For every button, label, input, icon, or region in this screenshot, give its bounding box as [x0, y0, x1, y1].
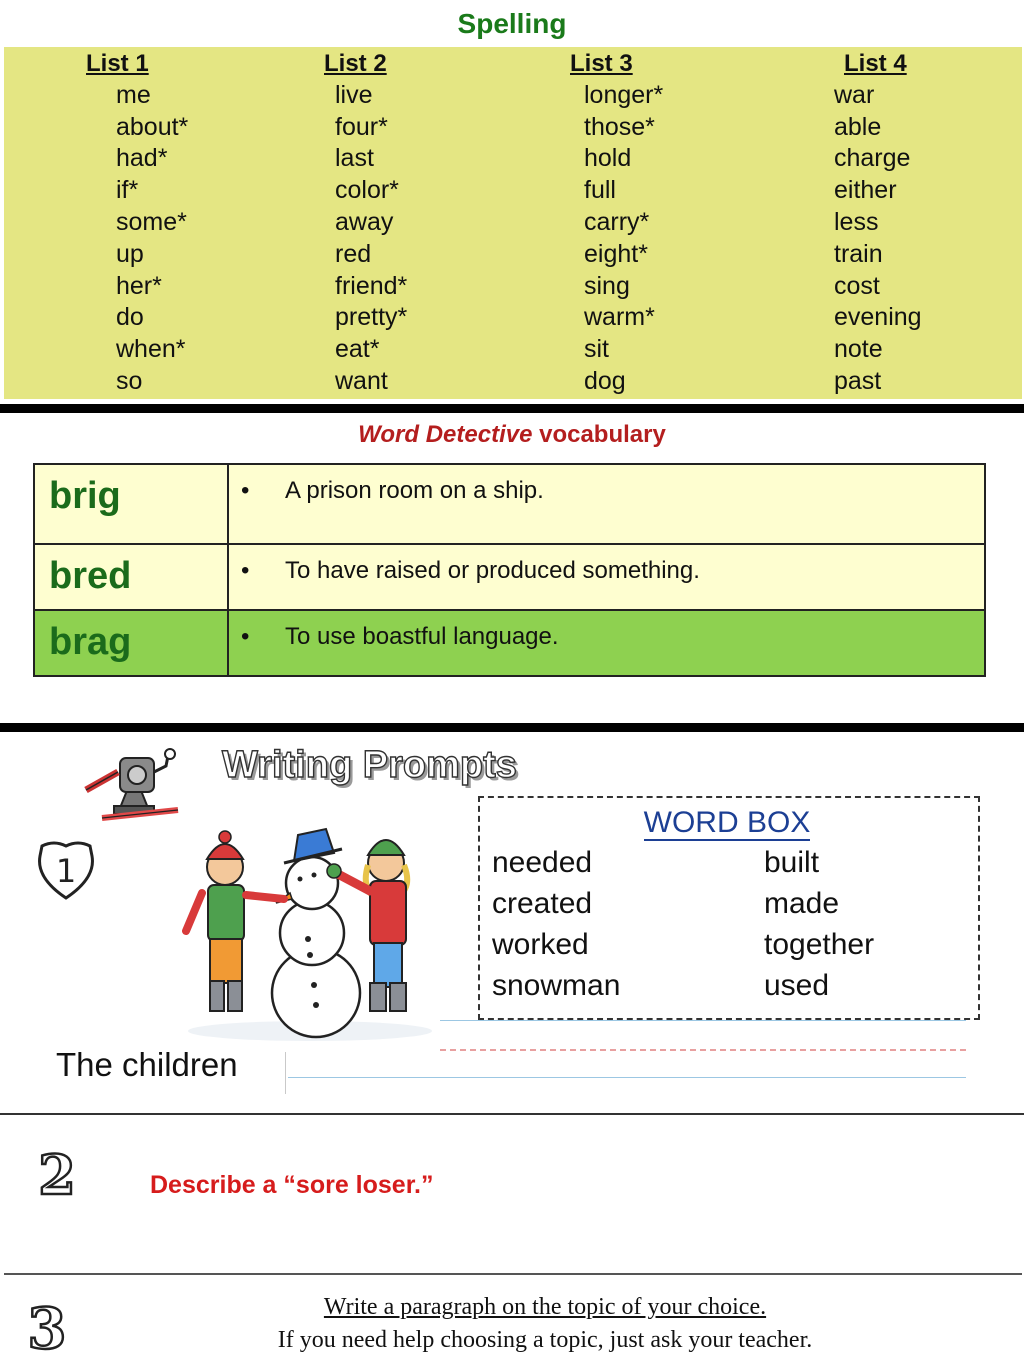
- spelling-word: me: [116, 80, 151, 109]
- spelling-title: Spelling: [457, 8, 567, 39]
- vocabulary-title-italic: Word Detective: [358, 421, 533, 448]
- prompt-1-sentence-starter: The children: [56, 1046, 238, 1083]
- spelling-word: less: [834, 207, 879, 236]
- spelling-word: live: [335, 80, 373, 109]
- spelling-word: when*: [116, 335, 186, 364]
- spelling-word: so: [116, 366, 143, 395]
- word-box-word: worked: [492, 928, 589, 961]
- children-building-snowman-illustration: [180, 815, 440, 1045]
- handwriting-line-margin: [285, 1052, 286, 1094]
- spelling-word: able: [834, 112, 882, 141]
- prompt-3-line-1-wrap: [0, 1294, 1024, 1321]
- spelling-word: sing: [584, 271, 630, 300]
- spelling-word: note: [834, 335, 883, 364]
- vocabulary-term: brig: [34, 464, 228, 544]
- spelling-word: eat*: [335, 335, 380, 364]
- word-box-title: WORD BOX: [643, 806, 811, 839]
- vocabulary-definition: To have raised or produced something.: [285, 557, 700, 584]
- spelling-word: last: [335, 144, 374, 173]
- word-box-word: created: [492, 887, 593, 920]
- spelling-word: hold: [584, 144, 632, 173]
- vocabulary-definition: To use boastful language.: [285, 623, 559, 650]
- spelling-word: dog: [584, 366, 626, 395]
- spelling-word: sit: [584, 335, 609, 364]
- spelling-word: her*: [116, 271, 162, 300]
- spelling-word: those*: [584, 112, 655, 141]
- vocabulary-row: [34, 610, 985, 676]
- prompt-number-1: 1: [55, 852, 77, 890]
- bullet-point: •: [241, 557, 250, 584]
- spelling-word: if*: [116, 176, 139, 205]
- prompt-divider: [4, 1273, 1022, 1275]
- handwriting-line-midline: [440, 1049, 966, 1051]
- spelling-word: do: [116, 303, 144, 332]
- spelling-word: red: [335, 239, 372, 268]
- spelling-word: cost: [834, 271, 880, 300]
- writing-prompts-title: Writing Prompts: [222, 744, 517, 786]
- bullet-point: •: [241, 623, 250, 650]
- vocabulary-definition-cell: [228, 610, 985, 676]
- word-box-word: needed: [492, 846, 593, 879]
- prompt-divider: [0, 1113, 1024, 1115]
- vocabulary-row: [34, 464, 985, 544]
- vocabulary-term: brag: [34, 610, 228, 676]
- spelling-word: want: [335, 366, 388, 395]
- word-box-word: made: [764, 887, 840, 920]
- spelling-word: either: [834, 176, 897, 205]
- prompt-3-line-1: Write a paragraph on the topic of your choice.: [323, 1294, 767, 1320]
- spelling-word: color*: [335, 176, 399, 205]
- spelling-word: train: [834, 239, 883, 268]
- spelling-word: some*: [116, 207, 187, 236]
- spelling-word: away: [335, 207, 394, 236]
- spelling-word: evening: [834, 303, 922, 332]
- spelling-word: about*: [116, 112, 189, 141]
- word-box-word: built: [764, 846, 820, 879]
- list-header: List 2: [324, 50, 387, 77]
- spelling-list-4: [834, 48, 922, 398]
- spelling-list-3: [570, 48, 663, 398]
- handwriting-line-baseline: [288, 1077, 966, 1078]
- list-header: List 4: [844, 50, 907, 77]
- bullet-point: •: [241, 477, 250, 504]
- number-one-shield-icon: [34, 838, 98, 902]
- spelling-word: up: [116, 239, 144, 268]
- vocabulary-title: [0, 421, 1024, 449]
- spelling-word: friend*: [335, 271, 408, 300]
- spelling-word: warm*: [584, 303, 655, 332]
- word-box-title-wrap: [478, 806, 976, 840]
- vocabulary-definition-cell: [228, 544, 985, 610]
- spelling-word: war: [834, 80, 875, 109]
- handwriting-line-top: [440, 1020, 966, 1021]
- section-divider: [0, 723, 1024, 732]
- vocabulary-title-rest: vocabulary: [532, 421, 666, 448]
- vocabulary-table: [33, 463, 986, 677]
- list-header: List 3: [570, 50, 633, 77]
- vocabulary-term: bred: [34, 544, 228, 610]
- prompt-3-line-2: If you need help choosing a topic, just ask your teacher.: [277, 1327, 813, 1353]
- word-box-word: snowman: [492, 969, 621, 1002]
- spelling-word: full: [584, 176, 616, 205]
- spelling-word: carry*: [584, 207, 650, 236]
- vocabulary-definition-cell: [228, 464, 985, 544]
- vocabulary-row: [34, 544, 985, 610]
- section-divider: [0, 404, 1024, 413]
- prompt-number-3: 3: [27, 1296, 67, 1354]
- spelling-list-1: [86, 48, 188, 398]
- spelling-word: four*: [335, 112, 388, 141]
- pencil-sharpener-icon: [84, 748, 180, 824]
- prompt-number-2: 2: [38, 1146, 76, 1200]
- spelling-word: longer*: [584, 80, 664, 109]
- spelling-word: past: [834, 366, 882, 395]
- spelling-list-2: [324, 48, 407, 398]
- number-two-icon: [32, 1146, 82, 1200]
- spelling-word: had*: [116, 144, 168, 173]
- spelling-word: charge: [834, 144, 911, 173]
- word-box-word: together: [764, 928, 875, 961]
- vocabulary-definition: A prison room on a ship.: [285, 477, 544, 504]
- list-header: List 1: [86, 50, 149, 77]
- prompt-2-text: Describe a “sore loser.”: [150, 1171, 434, 1199]
- spelling-word: eight*: [584, 239, 648, 268]
- spelling-word: pretty*: [335, 303, 408, 332]
- word-box-word: used: [764, 969, 830, 1002]
